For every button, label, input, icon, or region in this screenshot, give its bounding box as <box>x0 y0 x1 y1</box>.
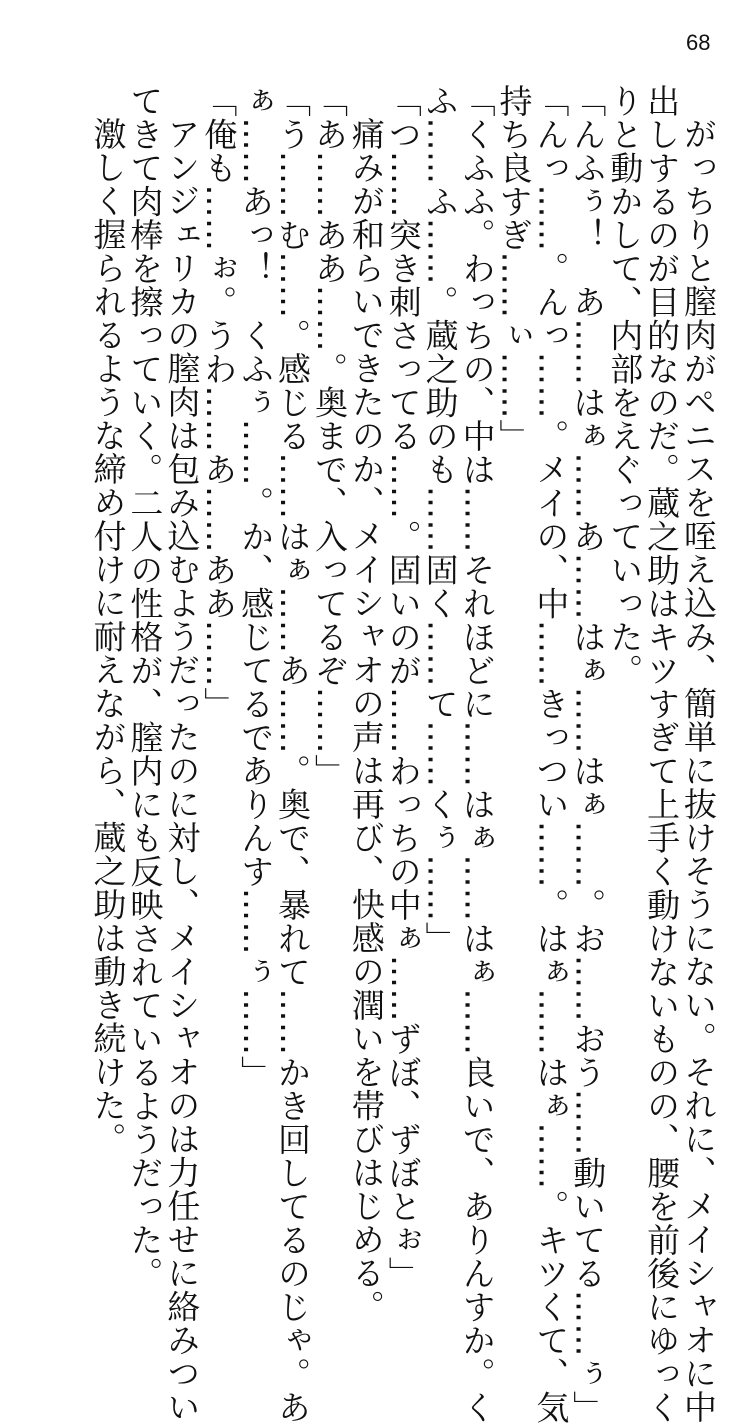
text-line: 「んふぅ！ あ……はぁ……あ……はぁ……はぁ……。お……おう……動いてる……ぅ」 <box>568 84 608 1424</box>
text-line: 痛みが和らいできたのか、メイシャオの声は再び、快感の潤いを帯びはじめる。 <box>346 117 386 1323</box>
text-line: 出しするのが目的なのだ。蔵之助はキツすぎて上手く動けないものの、腰を前後にゆっく <box>642 84 682 1424</box>
text-line: てきて肉棒を擦っていく。二人の性格が、膣内にも反映されているようだった。 <box>125 84 165 1290</box>
text-line: 「う……む……。感じる……はぁ……あ……。奥で、暴れて……かき回してるのじゃ。あ <box>273 84 313 1424</box>
text-line: 「んっ……。んっ……。メイの、中……きっつい……。はぁ……はぁ……。キツくて、気 <box>531 84 571 1424</box>
text-line: 「くふふ。わっちの、中は……それほどに……はぁ……はぁ……良いで、ありんすか。く <box>457 84 497 1424</box>
text-line: がっちりと膣肉がペニスを咥え込み、簡単に抜けそうにない。それに、メイシャオに中 <box>679 117 718 1424</box>
text-line: 「俺も……ぉ。うわ……あ……ああ……」 <box>199 84 239 721</box>
text-line: 激しく握られるような締め付けに耐えながら、蔵之助は動き続けた。 <box>88 117 128 1156</box>
text-line: 持ち良すぎ……ぃ……」 <box>494 84 534 453</box>
text-line: りと動かして、内部をえぐっていった。 <box>605 84 645 687</box>
body-text <box>26 84 718 1424</box>
text-line: アンジェリカの膣肉は包み込むようだったのに対し、メイシャオのは力任せに絡みつい <box>162 117 202 1424</box>
text-line: ふ……ふ……。蔵之助のも……固く……て……くぅ……」 <box>420 84 460 955</box>
text-line: 「あ……ああ……。奥まで、入ってるぞ……」 <box>309 84 349 788</box>
page-number: 68 <box>686 30 711 55</box>
text-line: ぁ……あっ！ くふぅ……。か、感じてるでありんす……ぅ……」 <box>236 84 276 1089</box>
text-line: 「つ……突き刺さってる……。固いのが……わっちの中ぁ……ずぼ、ずぼとぉ」 <box>383 84 423 1290</box>
